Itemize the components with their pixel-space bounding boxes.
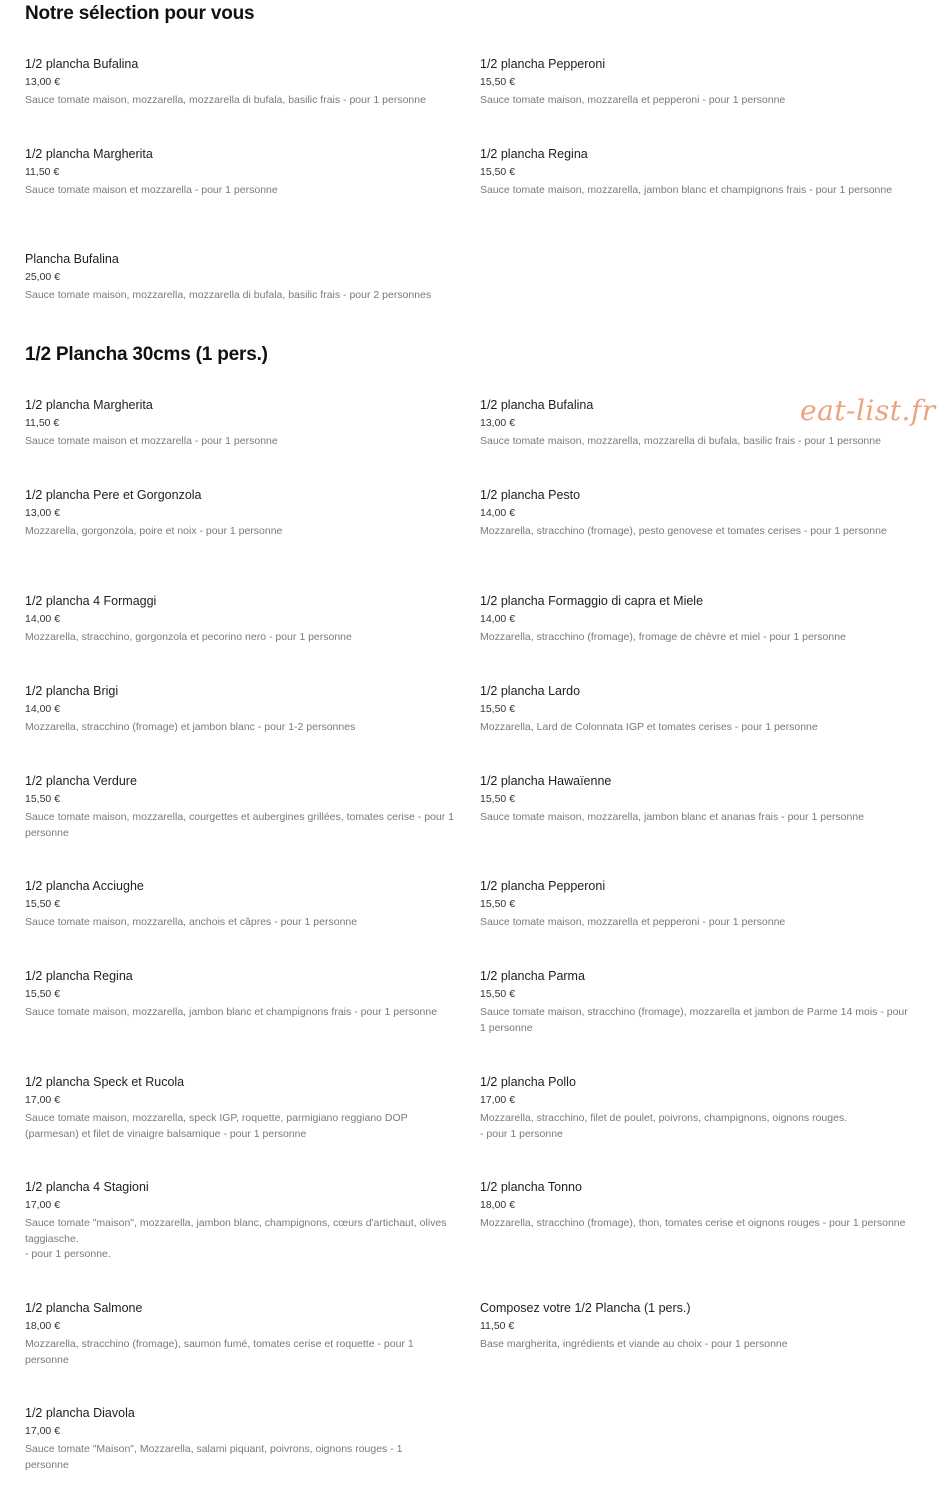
menu-item-tonno[interactable] — [480, 1179, 915, 1232]
menu-item-4-formaggi[interactable] — [25, 593, 460, 646]
item-price: 17,00 € — [480, 1094, 516, 1106]
item-price: 15,50 € — [480, 703, 516, 715]
item-price: 18,00 € — [480, 1199, 516, 1211]
menu-item-parma[interactable] — [480, 968, 915, 1036]
item-name: 1/2 plancha Formaggio di capra et Miele — [480, 594, 704, 608]
item-description: Mozzarella, stracchino (fromage), thon, tomates cerise et oignons rouges - pour 1 personne — [480, 1217, 906, 1229]
item-description: Sauce tomate maison, mozzarella, speck IGP, roquette, parmigiano reggiano DOP (parmesan) et filet de vinaigre balsamique - pour 1 personne — [25, 1112, 408, 1140]
item-name: 1/2 plancha Speck et Rucola — [25, 1075, 185, 1089]
item-name: 1/2 plancha Pere et Gorgonzola — [25, 488, 202, 502]
menu-item-pere-gorgonzola[interactable] — [25, 487, 460, 540]
item-description: Base margherita, ingrédients et viande au choix - pour 1 personne — [480, 1338, 788, 1350]
item-price: 13,00 € — [480, 417, 516, 429]
item-price: 15,50 € — [25, 988, 61, 1000]
item-name: 1/2 plancha Pepperoni — [480, 57, 606, 71]
item-name: 1/2 plancha Diavola — [25, 1406, 135, 1420]
menu-item-verdure[interactable] — [25, 773, 460, 841]
item-name: 1/2 plancha Regina — [25, 969, 133, 983]
menu-item-margherita[interactable] — [25, 397, 460, 450]
item-description: Mozzarella, gorgonzola, poire et noix - pour 1 personne — [25, 525, 283, 537]
menu-item-speck-rucola[interactable] — [25, 1074, 460, 1142]
item-description: Mozzarella, stracchino (fromage), pesto genovese et tomates cerises - pour 1 personne — [480, 525, 887, 537]
item-description: Mozzarella, Lard de Colonnata IGP et tomates cerises - pour 1 personne — [480, 721, 818, 733]
item-description: Mozzarella, stracchino (fromage) et jambon blanc - pour 1-2 personnes — [25, 721, 356, 733]
item-description: Sauce tomate maison, mozzarella et pepperoni - pour 1 personne — [480, 94, 786, 106]
item-description: Mozzarella, stracchino (fromage), fromage de chèvre et miel - pour 1 personne — [480, 631, 846, 643]
item-description: Mozzarella, stracchino (fromage), saumon fumé, tomates cerise et roquette - pour 1 personne — [25, 1338, 414, 1366]
item-price: 14,00 € — [480, 507, 516, 519]
item-price: 25,00 € — [25, 271, 61, 283]
item-name: 1/2 plancha Tonno — [480, 1180, 582, 1194]
item-description: Sauce tomate maison, mozzarella, mozzarella di bufala, basilic frais - pour 2 personnes — [25, 289, 432, 301]
item-price: 15,50 € — [25, 898, 61, 910]
item-description: Mozzarella, stracchino, filet de poulet, poivrons, champignons, oignons rouges. - pour 1 personne — [480, 1112, 848, 1140]
item-description: Sauce tomate maison, mozzarella et pepperoni - pour 1 personne — [480, 916, 786, 928]
menu-item-pepperoni[interactable] — [480, 56, 915, 109]
item-name: 1/2 plancha Regina — [480, 147, 588, 161]
item-description: Sauce tomate maison et mozzarella - pour 1 personne — [25, 435, 278, 447]
item-price: 15,50 € — [480, 76, 516, 88]
item-name: 1/2 plancha Hawaïenne — [480, 774, 612, 788]
menu-item-composez[interactable] — [480, 1300, 915, 1353]
item-name: 1/2 plancha Margherita — [25, 147, 153, 161]
menu-item-acciughe[interactable] — [25, 878, 460, 931]
menu-item-lardo[interactable] — [480, 683, 915, 736]
item-price: 15,50 € — [25, 793, 61, 805]
item-price: 15,50 € — [480, 898, 516, 910]
item-description: Sauce tomate maison, mozzarella, jambon blanc et champignons frais - pour 1 personne — [480, 184, 893, 196]
item-name: Plancha Bufalina — [25, 252, 119, 266]
item-price: 13,00 € — [25, 507, 61, 519]
item-description: Sauce tomate maison, mozzarella, jambon blanc et ananas frais - pour 1 personne — [480, 811, 865, 823]
item-name: 1/2 plancha 4 Stagioni — [25, 1180, 149, 1194]
item-price: 15,50 € — [480, 988, 516, 1000]
item-description: Sauce tomate maison, mozzarella, mozzarella di bufala, basilic frais - pour 1 personne — [480, 435, 881, 447]
item-name: 1/2 plancha 4 Formaggi — [25, 594, 157, 608]
item-price: 15,50 € — [480, 166, 516, 178]
item-price: 11,50 € — [25, 417, 60, 429]
menu-item-regina[interactable] — [480, 146, 915, 199]
menu-item-pepperoni[interactable] — [480, 878, 915, 931]
item-name: 1/2 plancha Margherita — [25, 398, 153, 412]
item-price: 17,00 € — [25, 1425, 61, 1437]
menu-item-pesto[interactable] — [480, 487, 915, 540]
item-name: 1/2 plancha Bufalina — [25, 57, 139, 71]
watermark-text: eat-list.fr — [800, 394, 936, 427]
item-price: 17,00 € — [25, 1199, 61, 1211]
item-price: 14,00 € — [480, 613, 516, 625]
item-description: Mozzarella, stracchino, gorgonzola et pecorino nero - pour 1 personne — [25, 631, 352, 643]
item-name: 1/2 plancha Parma — [480, 969, 585, 983]
item-price: 14,00 € — [25, 703, 61, 715]
menu-item-regina[interactable] — [25, 968, 460, 1021]
menu-item-bufalina[interactable] — [25, 56, 460, 109]
item-description: Sauce tomate maison, mozzarella, jambon blanc et champignons frais - pour 1 personne — [25, 1006, 438, 1018]
item-price: 17,00 € — [25, 1094, 61, 1106]
item-description: Sauce tomate maison, mozzarella, courgettes et aubergines grillées, tomates cerise - pour 1 personne — [25, 811, 454, 839]
item-description: Sauce tomate maison, mozzarella, mozzarella di bufala, basilic frais - pour 1 personne — [25, 94, 426, 106]
item-price: 13,00 € — [25, 76, 61, 88]
item-description: Sauce tomate maison, stracchino (fromage), mozzarella et jambon de Parme 14 mois - pour 1 personne — [480, 1006, 908, 1034]
menu-item-hawaienne[interactable] — [480, 773, 915, 826]
menu-item-formaggio-capra[interactable] — [480, 593, 915, 646]
item-price: 15,50 € — [480, 793, 516, 805]
menu-item-pollo[interactable] — [480, 1074, 915, 1142]
item-price: 18,00 € — [25, 1320, 61, 1332]
item-description: Sauce tomate "Maison", Mozzarella, salami piquant, poivrons, oignons rouges - 1 personne — [25, 1443, 403, 1471]
menu-item-plancha-bufalina[interactable] — [25, 251, 465, 304]
menu-item-brigi[interactable] — [25, 683, 460, 736]
item-name: 1/2 plancha Pollo — [480, 1075, 576, 1089]
section-title-selection: Notre sélection pour vous — [25, 3, 255, 24]
item-name: 1/2 plancha Pesto — [480, 488, 581, 502]
item-name: 1/2 plancha Verdure — [25, 774, 137, 788]
menu-item-margherita[interactable] — [25, 146, 460, 199]
item-name: 1/2 plancha Lardo — [480, 684, 581, 698]
item-name: 1/2 plancha Brigi — [25, 684, 119, 698]
menu-item-salmone[interactable] — [25, 1300, 460, 1368]
menu-item-diavola[interactable] — [25, 1405, 435, 1473]
item-description: Sauce tomate "maison", mozzarella, jambon blanc, champignons, cœurs d'artichaut, olives taggiasche. - pour 1 personne. — [25, 1217, 447, 1260]
item-price: 11,50 € — [480, 1320, 515, 1332]
item-price: 14,00 € — [25, 613, 61, 625]
item-description: Sauce tomate maison et mozzarella - pour 1 personne — [25, 184, 278, 196]
item-name: 1/2 plancha Bufalina — [480, 398, 594, 412]
item-name: 1/2 plancha Salmone — [25, 1301, 143, 1315]
menu-item-4-stagioni[interactable] — [25, 1179, 460, 1263]
item-price: 11,50 € — [25, 166, 60, 178]
item-description: Sauce tomate maison, mozzarella, anchois et câpres - pour 1 personne — [25, 916, 358, 928]
item-name: 1/2 plancha Pepperoni — [480, 879, 606, 893]
section-title-half-plancha: 1/2 Plancha 30cms (1 pers.) — [25, 344, 268, 365]
item-name: 1/2 plancha Acciughe — [25, 879, 144, 893]
item-name: Composez votre 1/2 Plancha (1 pers.) — [480, 1301, 691, 1315]
